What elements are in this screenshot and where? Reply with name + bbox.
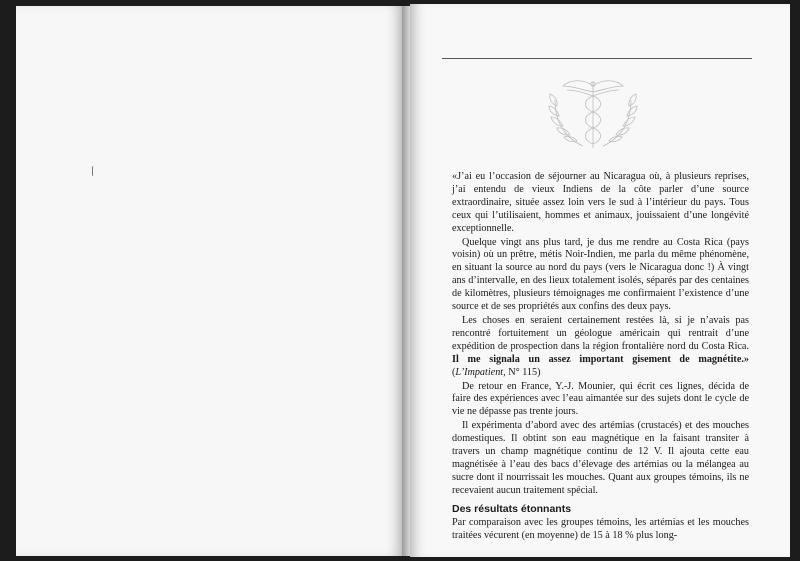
- bold-quote: Il me signala un assez important gisement de magnétite.»: [452, 353, 749, 365]
- right-page: [410, 4, 790, 557]
- paragraph: De retour en France, Y.-J. Mounier, qui écrit ces lignes, décida de faire des expériences avec l’eau aimantée sur des sujets dont le cycle de vie ne dépasse pas trente jours.: [452, 380, 749, 418]
- page-mark: [92, 166, 95, 176]
- source-title: L’Impatient,: [455, 366, 506, 378]
- paragraph: Quelque vingt ans plus tard, je dus me rendre au Costa Rica (pays voisin) où un prêtre, métis Noir-Indien, me parla du même phénomène, en situant la source au nord du pays (vers le Nicaragua donc !) À vingt ans d’intervalle, en des lieux totalement isolés, séparés par des centaines de kilomètres, plusieurs témoignages me confirmaient l’existence d’une source et de ses propriétés aux confins des deux pays.: [452, 236, 749, 313]
- paragraph: Il expérimenta d’abord avec des artémias (crustacés) et des mouches domestiques. Il obtint son eau magnétique en la faisant transiter à travers un champ magnétique continu de 12 V. Il ajouta cette eau magnétisée à l’eau des bacs d’élevage des artémias ou la mélangea au sucre dont il nourrissait les mouches. Quant aux groupes témoins, ils ne recevaient aucun traitement spécial.: [452, 420, 749, 496]
- caduceus-laurel-wreath-icon: [543, 76, 643, 152]
- book-gutter: [402, 6, 410, 556]
- paragraph: «J’ai eu l’occasion de séjourner au Nicaragua où, à plusieurs reprises, j’ai entendu de vieux Indiens de la côte parler d’une source extraordinaire, située assez loin vers le sud à l’intérieur du pays. Tous ceux qui l’utilisaient, hommes et animaux, jouissaient d’une longévité exceptionnelle.: [452, 171, 749, 234]
- left-page: [16, 6, 402, 556]
- top-rule: [442, 58, 752, 59]
- section-heading: Des résultats étonnants: [452, 502, 572, 515]
- paragraph: Les choses en seraient certainement restées là, si je n’avais pas rencontré fortuitement un géologue américain qui rentrait d’une expédition de prospection dans la région frontalière nord du Costa Rica. Il me signala un assez important gisement de magnétite.» (L’Impatient, N° 115): [452, 314, 749, 378]
- body-text: [452, 171, 749, 542]
- paragraph: Par comparaison avec les groupes témoins, les artémias et les mouches traitées vécurent (en moyenne) de 15 à 18 % plus long-: [452, 516, 749, 541]
